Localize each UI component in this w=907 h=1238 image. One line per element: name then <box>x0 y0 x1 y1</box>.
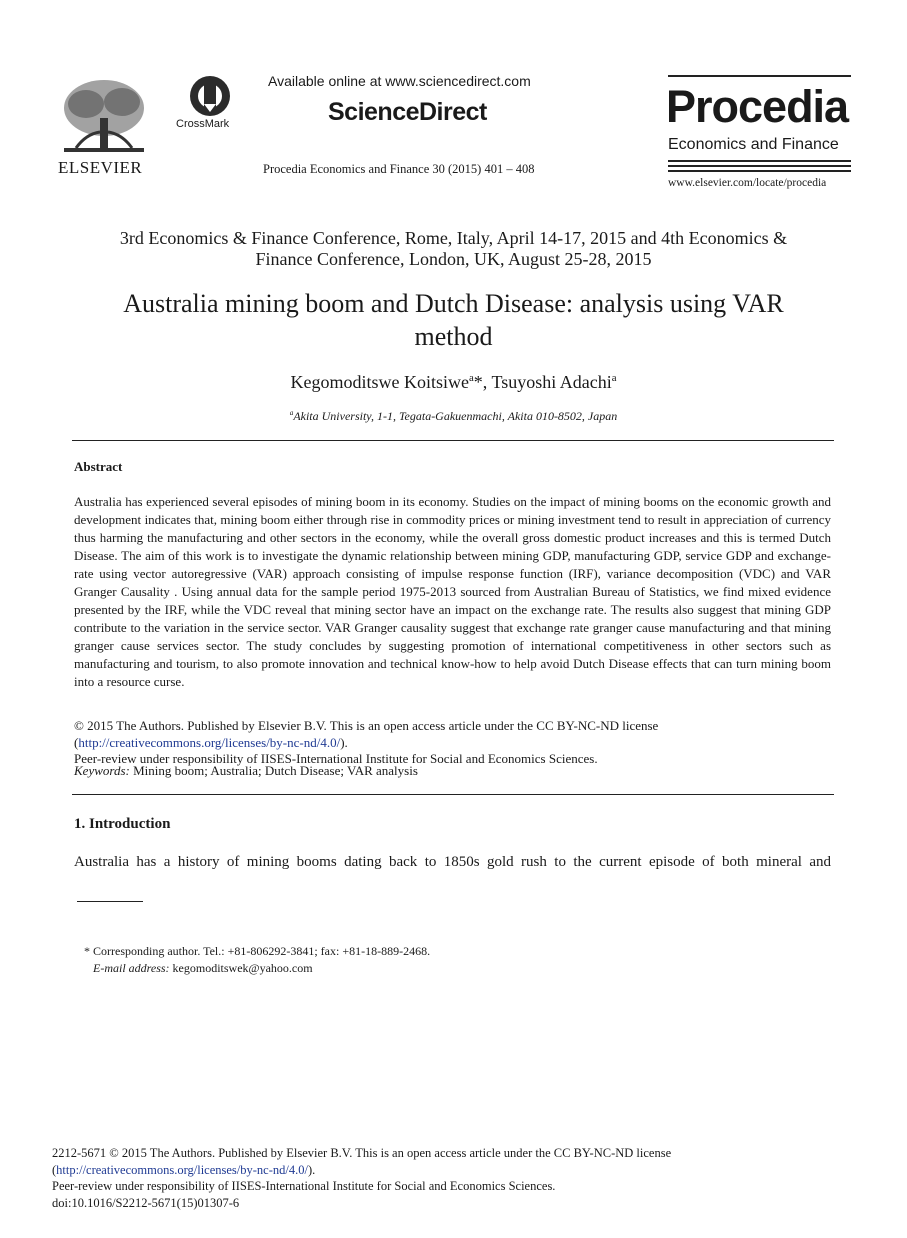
conference-line-2: Finance Conference, London, UK, August 25-28, 2015 <box>255 249 652 269</box>
affiliation <box>60 409 847 424</box>
peer-review-statement: Peer-review under responsibility of IISES-International Institute for Social and Economics Sciences. <box>74 751 598 766</box>
footnote-rule <box>77 901 143 902</box>
conference-info <box>60 228 847 270</box>
abstract-body: Australia has experienced several episodes of mining boom in its economy. Studies on the impact of mining booms on the economic growth and development indicates that, mining boom either through rise in commodity prices or mining investment tend to result in appreciation of currency thus harming the manufacturing and other sectors in the economy, while the overall gross domestic product increases and this is termed Dutch Disease. The aim of this work is to investigate the dynamic relationship between mining GDP, manufacturing GDP, service GDP and exchange-rate using vector autoregressive (VAR) approach consisting of impulse response function (IRF), variance decomposition (VDC) and VAR Granger Causality . Using annual data for the sample period 1975-2013 sourced from Australian Bureau of Statistics, we find mixed evidence presented by the IRF, while the VDC reveal that mining sector have an impact on the exchange rate. The results also suggest that mining GDP contribute to the variation in the service sector. VAR Granger causality suggest that exchange rate granger cause manufacturing and that mining granger cause services sector. The study concludes by suggesting promotion of international competitiveness in other sectors such as manufacturing and tourism, to also promote innovation and technical know-how to help avoid Dutch Disease effects that can turn mining boom into a resource curse. <box>74 494 831 689</box>
footer-peer-review: Peer-review under responsibility of IISES-International Institute for Social and Economics Sciences. <box>52 1179 556 1193</box>
section-heading-introduction: 1. Introduction <box>74 816 171 832</box>
corresponding-mark: * <box>473 372 483 392</box>
title-line-1: Australia mining boom and Dutch Disease: analysis using VAR <box>123 289 784 318</box>
author-1: Kegomoditswe Koitsiwe <box>290 372 469 392</box>
divider-bottom <box>72 794 834 795</box>
paper-title <box>60 287 847 353</box>
available-online-text: Available online at www.sciencedirect.com <box>268 73 531 89</box>
elsevier-wordmark: ELSEVIER <box>58 158 143 177</box>
corresponding-author-note: * Corresponding author. Tel.: +81-806292-3841; fax: +81-18-889-2468. <box>84 944 431 958</box>
procedia-wordmark: Procedia <box>666 81 849 132</box>
crossmark-label: CrossMark <box>176 118 230 130</box>
license-line-2 <box>74 734 831 751</box>
license-link[interactable]: http://creativecommons.org/licenses/by-nc-nd/4.0/ <box>78 735 341 750</box>
divider-top <box>72 440 834 441</box>
email-label: E-mail address: <box>93 961 170 975</box>
footer-license-link[interactable]: http://creativecommons.org/licenses/by-nc-nd/4.0/ <box>56 1162 308 1177</box>
footer-license-url-line <box>52 1162 852 1179</box>
procedia-top-rules <box>668 75 851 80</box>
email-note <box>93 961 313 976</box>
author-list <box>60 372 847 393</box>
affiliation-text: Akita University, 1-1, Tegata-Gakuenmachi, Akita 010-8502, Japan <box>293 409 618 423</box>
footer-open-paren: ( <box>52 1162 57 1177</box>
procedia-url[interactable]: www.elsevier.com/locate/procedia <box>668 177 827 189</box>
license-statement <box>74 717 831 751</box>
affiliation-sup: a <box>289 409 294 417</box>
license-open-paren: ( <box>74 735 79 750</box>
footer-license-line: 2212-5671 © 2015 The Authors. Published by Elsevier B.V. This is an open access article under the CC BY-NC-ND license <box>52 1146 672 1160</box>
license-close-paren: ). <box>340 735 348 750</box>
conference-line-1: 3rd Economics & Finance Conference, Rome, Italy, April 14-17, 2015 and 4th Economics & <box>119 228 788 248</box>
title-line-2: method <box>414 322 493 351</box>
author-1-affil-sup: a <box>468 372 474 384</box>
email-address[interactable]: kegomoditswek@yahoo.com <box>169 961 313 975</box>
license-line-1: © 2015 The Authors. Published by Elsevier B.V. This is an open access article under the CC BY-NC-ND license <box>74 718 659 733</box>
author-2: Tsuyoshi Adachi <box>491 372 612 392</box>
author-2-affil-sup: a <box>611 372 617 384</box>
keywords-text: Mining boom; Australia; Dutch Disease; VAR analysis <box>129 763 418 778</box>
introduction-text: Australia has a history of mining booms dating back to 1850s gold rush to the current episode of both mineral and <box>74 854 831 870</box>
page-footer <box>52 1145 852 1211</box>
procedia-bottom-rules <box>668 160 851 175</box>
keywords-label: Keywords: <box>74 763 130 778</box>
footer-close-paren: ). <box>307 1162 316 1177</box>
footer-doi[interactable]: doi:10.1016/S2212-5671(15)01307-6 <box>52 1195 240 1210</box>
abstract-heading: Abstract <box>74 459 123 474</box>
keywords <box>74 764 418 777</box>
author-separator: , <box>482 372 492 392</box>
procedia-subtitle: Economics and Finance <box>668 136 839 153</box>
sciencedirect-wordmark: ScienceDirect <box>328 98 487 126</box>
journal-reference: Procedia Economics and Finance 30 (2015) 401 – 408 <box>263 162 535 176</box>
